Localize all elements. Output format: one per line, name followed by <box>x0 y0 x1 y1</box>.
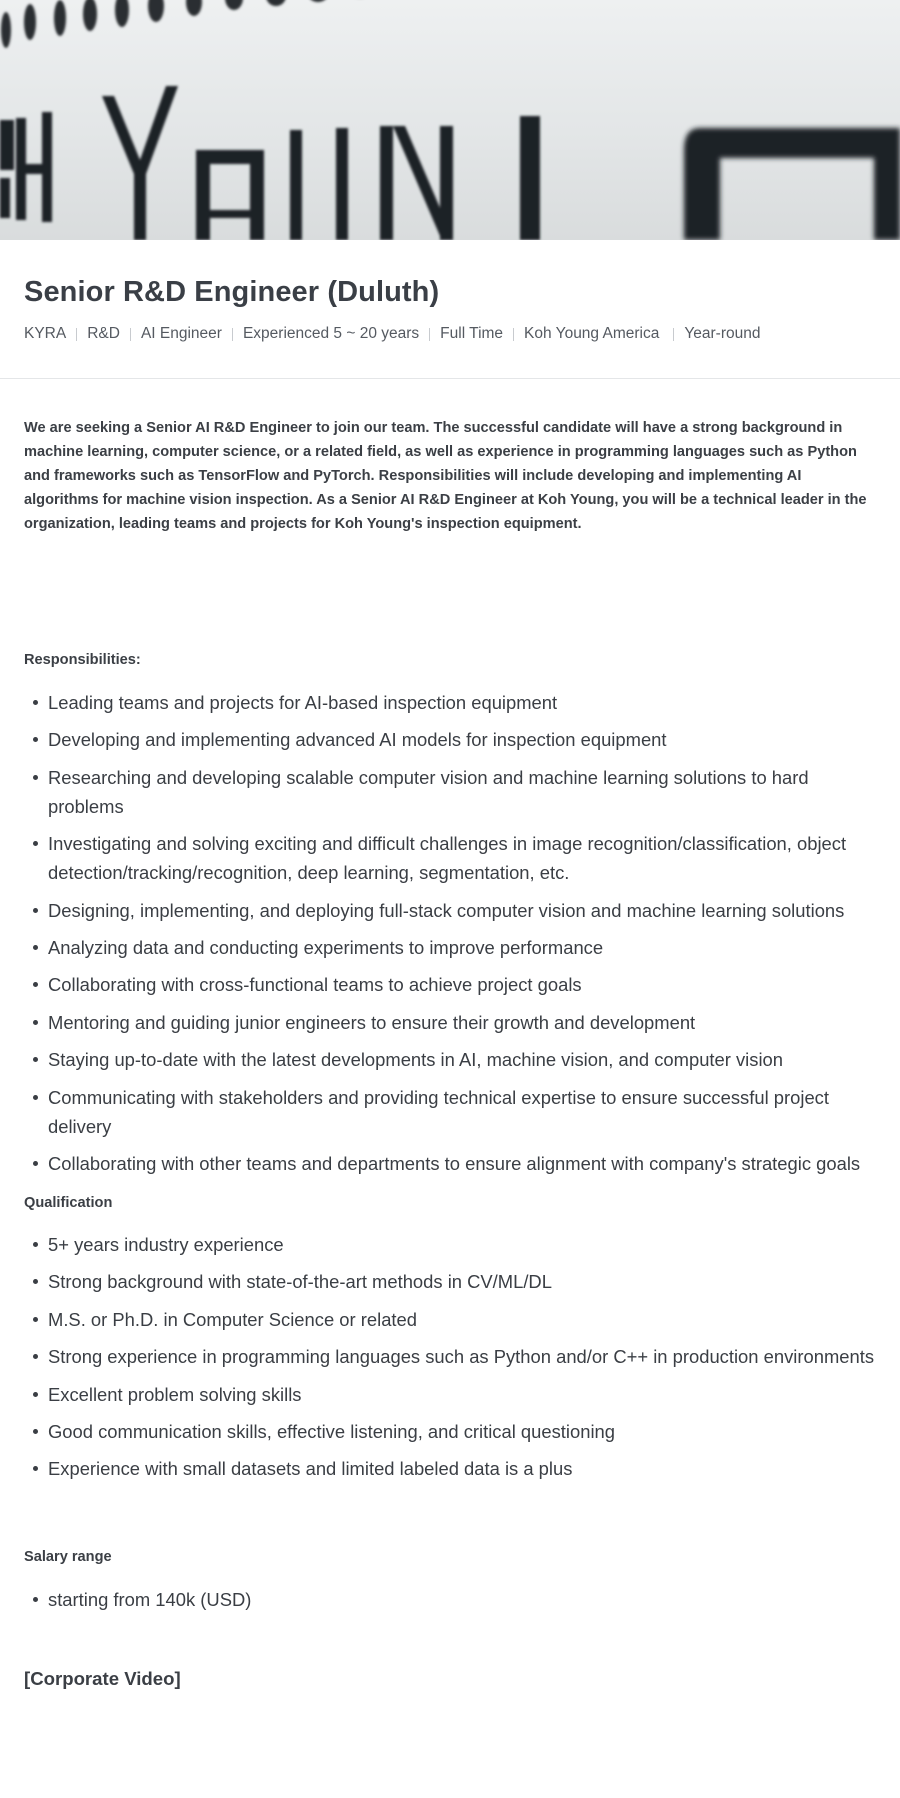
tag-schedule: Year-round <box>684 325 761 342</box>
list-item: starting from 140k (USD) <box>24 1585 884 1614</box>
list-item: M.S. or Ph.D. in Computer Science or related <box>24 1305 884 1334</box>
header-divider <box>0 378 900 379</box>
tag-company: Koh Young America <box>524 325 660 342</box>
hero-signage-graphic <box>0 0 900 240</box>
list-item: Developing and implementing advanced AI models for inspection equipment <box>24 725 884 754</box>
tag-department: R&D <box>87 325 120 342</box>
hero-banner-image <box>0 0 900 240</box>
page-title: Senior R&D Engineer (Duluth) <box>24 276 440 308</box>
job-intro-paragraph: We are seeking a Senior AI R&D Engineer to join our team. The successful candidate will have a strong background in machine learning, computer science, or a related field, as well as experience in programming languages such as Python and frameworks such as TensorFlow and PyTorch. Responsibilities will include developing and implementing AI algorithms for machine vision inspection. As a Senior AI R&D Engineer at Koh Young, you will be a technical leader in the organization, leading teams and projects for Koh Young's inspection equipment. <box>24 420 867 532</box>
tag-job-family: AI Engineer <box>140 325 222 342</box>
list-item: Collaborating with other teams and departments to ensure alignment with company's strategic goals <box>24 1149 884 1178</box>
list-item: Staying up-to-date with the latest developments in AI, machine vision, and computer vision <box>24 1045 884 1074</box>
list-item: Excellent problem solving skills <box>24 1380 884 1409</box>
salary-heading: Salary range <box>24 1549 112 1565</box>
tag-separator <box>429 328 430 341</box>
corporate-video-heading: [Corporate Video] <box>24 1668 181 1689</box>
list-item: Strong background with state-of-the-art methods in CV/ML/DL <box>24 1267 884 1296</box>
list-item: 5+ years industry experience <box>24 1230 884 1259</box>
qualification-list <box>24 1230 884 1492</box>
list-item: Designing, implementing, and deploying full-stack computer vision and machine learning solutions <box>24 896 884 925</box>
salary-list <box>24 1585 884 1622</box>
responsibilities-list <box>24 688 884 1186</box>
list-item: Collaborating with cross-functional teams to achieve project goals <box>24 970 884 999</box>
list-item: Leading teams and projects for AI-based inspection equipment <box>24 688 884 717</box>
list-item: Experience with small datasets and limited labeled data is a plus <box>24 1454 884 1483</box>
responsibilities-heading: Responsibilities: <box>24 652 141 668</box>
list-item: Investigating and solving exciting and difficult challenges in image recognition/classification, object detection/tracking/recognition, deep learning, segmentation, etc. <box>24 829 884 887</box>
list-item: Communicating with stakeholders and providing technical expertise to ensure successful project delivery <box>24 1083 884 1141</box>
tag-experience: Experienced 5 ~ 20 years <box>242 325 420 342</box>
tag-team: KYRA <box>24 325 67 342</box>
tag-employment-type: Full Time <box>440 325 504 342</box>
list-item: Researching and developing scalable computer vision and machine learning solutions to hard problems <box>24 763 884 821</box>
job-meta-tags <box>24 324 760 344</box>
tag-separator <box>130 328 131 341</box>
list-item: Analyzing data and conducting experiments to improve performance <box>24 933 884 962</box>
job-header <box>24 276 884 309</box>
tag-separator <box>513 328 514 341</box>
tag-separator <box>673 328 674 341</box>
qualification-heading: Qualification <box>24 1195 113 1211</box>
list-item: Strong experience in programming languages such as Python and/or C++ in production environments <box>24 1342 884 1371</box>
tag-separator <box>76 328 77 341</box>
tag-separator <box>232 328 233 341</box>
list-item: Good communication skills, effective listening, and critical questioning <box>24 1417 884 1446</box>
list-item: Mentoring and guiding junior engineers to ensure their growth and development <box>24 1008 884 1037</box>
